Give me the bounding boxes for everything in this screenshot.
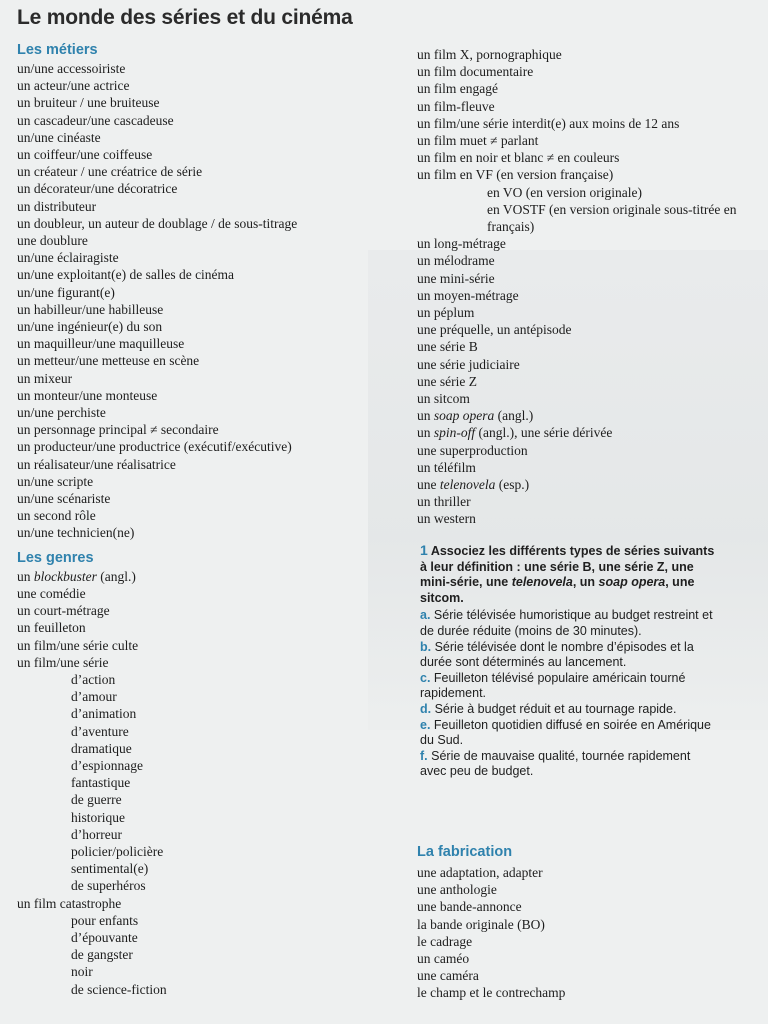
option-letter: a. — [420, 608, 431, 623]
list-item: un spin-off (angl.), une série dérivée — [417, 425, 613, 441]
list-item: une telenovela (esp.) — [417, 477, 530, 493]
list-item: un/une éclairagiste — [17, 250, 119, 266]
list-item: un film/une série — [17, 654, 109, 670]
list-item: un film-fleuve — [417, 98, 495, 114]
right-column — [417, 46, 762, 528]
list-item: une série B — [417, 339, 478, 355]
list-item: un/une technicien(ne) — [17, 525, 135, 541]
list-item: d’amour — [71, 689, 117, 705]
list-item: un film/une série culte — [17, 637, 139, 653]
list-item: une mini-série — [417, 270, 495, 286]
metiers-heading: Les métiers — [17, 42, 98, 58]
genres-list-continued — [417, 46, 762, 528]
list-item: un cascadeur/une cascadeuse — [17, 112, 174, 128]
list-item: une doublure — [17, 233, 88, 249]
list-item: une anthologie — [417, 882, 497, 898]
list-item: un mélodrame — [417, 253, 495, 269]
option-letter: b. — [420, 639, 432, 654]
list-item: un monteur/une monteuse — [17, 387, 158, 403]
list-item: un téléfilm — [417, 459, 476, 475]
fabrication-heading: La fabrication — [417, 844, 513, 860]
list-item: un feuilleton — [17, 620, 86, 636]
list-item: un/une cinéaste — [17, 129, 101, 145]
list-item: une adaptation, adapter — [417, 865, 543, 880]
exercise-option — [420, 640, 720, 671]
list-item: noir — [71, 964, 93, 980]
exercise-block — [420, 543, 720, 780]
list-item: dramatique — [71, 740, 132, 756]
list-item: une superproduction — [417, 442, 528, 458]
list-item: un/une ingénieur(e) du son — [17, 319, 163, 335]
list-item: un décorateur/une décoratrice — [17, 181, 178, 197]
list-item: un mixeur — [17, 370, 73, 386]
list-item: d’action — [71, 671, 116, 687]
list-item: le champ et le contrechamp — [417, 985, 566, 1001]
list-item: un blockbuster (angl.) — [17, 568, 136, 584]
list-item: un second rôle — [17, 508, 96, 524]
list-item: un/une exploitant(e) de salles de cinéma — [17, 267, 235, 283]
list-item: un caméo — [417, 951, 470, 967]
exercise-number: 1 — [420, 542, 428, 558]
page-title: Le monde des séries et du cinéma — [17, 6, 353, 29]
option-letter: e. — [420, 717, 431, 732]
fabrication-column — [417, 864, 757, 1002]
list-item: un/une scripte — [17, 473, 94, 489]
option-text: Feuilleton télévisé populaire américain tourné rapidement. — [420, 670, 686, 701]
list-item: en VOSTF (en version originale sous-titrée en français) — [487, 201, 737, 235]
list-item: un film/une série interdit(e) aux moins de 12 ans — [417, 115, 680, 131]
option-letter: d. — [420, 701, 432, 716]
exercise-option — [420, 671, 720, 702]
option-text: Série télévisée humoristique au budget restreint et de durée réduite (moins de 30 minutes). — [420, 608, 713, 638]
list-item: de gangster — [71, 947, 133, 963]
list-item: une série Z — [417, 373, 477, 389]
list-item: un sitcom — [417, 391, 470, 407]
list-item: une caméra — [417, 968, 479, 984]
list-item: un producteur/une productrice (exécutif/exécutive) — [17, 439, 292, 455]
exercise-option — [420, 608, 720, 639]
option-text: Feuilleton quotidien diffusé en soirée en Amérique du Sud. — [420, 717, 711, 748]
list-item: un soap opera (angl.) — [417, 408, 534, 424]
fabrication-list — [417, 864, 757, 1002]
list-item: le cadrage — [417, 933, 473, 949]
list-item: pour enfants — [71, 912, 139, 928]
metiers-list — [17, 60, 402, 542]
list-item: un maquilleur/une maquilleuse — [17, 336, 185, 352]
list-item: un film engagé — [417, 81, 498, 97]
list-item: un moyen-métrage — [417, 287, 519, 303]
exercise-options — [420, 608, 720, 780]
list-item: de guerre — [71, 792, 122, 808]
list-item: un bruiteur / une bruiteuse — [17, 95, 160, 111]
list-item: historique — [71, 809, 125, 825]
list-item: de science-fiction — [71, 981, 167, 997]
genres-list — [17, 568, 402, 998]
list-item: un/une figurant(e) — [17, 284, 115, 300]
list-item: un western — [417, 511, 476, 527]
list-item: un thriller — [417, 494, 471, 510]
list-item: un/une perchiste — [17, 405, 106, 421]
list-item: une préquelle, un antépisode — [417, 322, 572, 338]
left-column — [17, 40, 402, 998]
list-item: un réalisateur/une réalisatrice — [17, 456, 176, 472]
list-item: un film catastrophe — [17, 895, 122, 911]
list-item: policier/policière — [71, 843, 164, 859]
list-item: un habilleur/une habilleuse — [17, 301, 164, 317]
exercise-option — [420, 718, 720, 749]
option-text: Série de mauvaise qualité, tournée rapidement avec peu de budget. — [420, 748, 691, 779]
list-item: d’aventure — [71, 723, 129, 739]
list-item: un film documentaire — [417, 64, 534, 80]
list-item: un court-métrage — [17, 603, 110, 619]
list-item: un/une scénariste — [17, 491, 111, 507]
list-item: en VO (en version originale) — [487, 184, 642, 200]
list-item: d’animation — [71, 706, 137, 722]
genres-heading: Les genres — [17, 549, 94, 566]
list-item: d’épouvante — [71, 929, 138, 945]
list-item: une série judiciaire — [417, 356, 520, 372]
list-item: un film X, pornographique — [417, 47, 562, 62]
option-text: Série à budget réduit et au tournage rapide. — [434, 701, 677, 716]
list-item: un/une accessoiriste — [17, 61, 126, 76]
list-item: sentimental(e) — [71, 861, 149, 877]
list-item: un long-métrage — [417, 236, 506, 252]
list-item: fantastique — [71, 775, 131, 791]
list-item: de superhéros — [71, 878, 146, 894]
list-item: un créateur / une créatrice de série — [17, 164, 203, 180]
exercise-option — [420, 749, 720, 780]
option-letter: f. — [420, 748, 428, 763]
list-item: la bande originale (BO) — [417, 916, 545, 932]
list-item: un film muet ≠ parlant — [417, 133, 539, 149]
list-item: un metteur/une metteuse en scène — [17, 353, 200, 369]
list-item: d’espionnage — [71, 757, 143, 773]
list-item: d’horreur — [71, 826, 122, 842]
list-item: un distributeur — [17, 198, 97, 214]
list-item: une bande-annonce — [417, 899, 522, 915]
list-item: un personnage principal ≠ secondaire — [17, 422, 219, 438]
option-letter: c. — [420, 670, 431, 685]
list-item: un péplum — [417, 305, 475, 321]
list-item: un doubleur, un auteur de doublage / de sous-titrage — [17, 215, 298, 231]
list-item: un acteur/une actrice — [17, 78, 130, 94]
list-item: un film en noir et blanc ≠ en couleurs — [417, 150, 620, 166]
exercise-instruction: 1 Associez les différents types de séries suivants à leur définition : une série B, une série Z, une mini-série, une telenovela, un soap opera, une sitcom. — [420, 542, 715, 605]
list-item: un coiffeur/une coiffeuse — [17, 147, 153, 163]
option-text: Série télévisée dont le nombre d’épisodes et la durée sont déterminés au lancement. — [420, 639, 694, 670]
list-item: une comédie — [17, 585, 86, 601]
list-item: un film en VF (en version française) — [417, 167, 614, 183]
exercise-option — [420, 702, 720, 718]
